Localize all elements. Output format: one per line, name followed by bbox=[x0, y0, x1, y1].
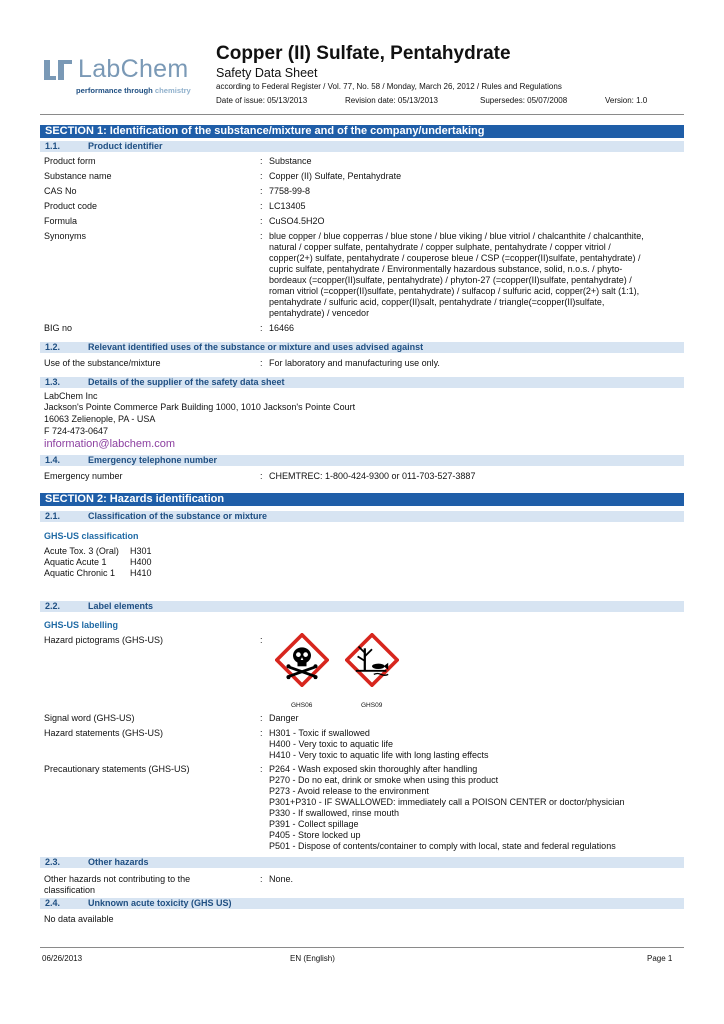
precautionary-statement: P330 - If swallowed, rinse mouth bbox=[269, 808, 400, 818]
labchem-logo bbox=[42, 56, 214, 100]
supplier-name: LabChem Inc bbox=[44, 391, 98, 401]
synonyms-line: pentahydrate) / vencedor bbox=[269, 308, 370, 318]
classification-code: H400 bbox=[130, 557, 152, 567]
footer-page-number: Page 1 bbox=[647, 954, 673, 963]
synonyms-line: cupric sulfate, pentahydrate / Environmentally hazardous substance, solid, n.o.s. / phyto- bbox=[269, 264, 623, 274]
hazard-statement: H301 - Toxic if swallowed bbox=[269, 728, 370, 738]
supersedes: Supersedes: 05/07/2008 bbox=[480, 96, 568, 105]
supplier-address: Jackson's Pointe Commerce Park Building 1000, 1010 Jackson's Pointe Court bbox=[44, 402, 356, 412]
footer-language: EN (English) bbox=[290, 954, 335, 963]
hazard-statement: H410 - Very toxic to aquatic life with long lasting effects bbox=[269, 750, 489, 760]
supplier-fax: F 724-473-0647 bbox=[44, 426, 109, 436]
colon: : bbox=[260, 471, 263, 481]
classification-name: Aquatic Chronic 1 bbox=[44, 568, 116, 578]
colon: : bbox=[260, 728, 263, 738]
synonyms-label: Synonyms bbox=[44, 231, 87, 241]
classification-name: Aquatic Acute 1 bbox=[44, 557, 107, 567]
pictogram-code: GHS09 bbox=[361, 702, 383, 709]
date-of-issue: Date of issue: 05/13/2013 bbox=[216, 96, 308, 105]
section-2-header: SECTION 2: Hazards identification bbox=[40, 493, 684, 506]
product-title: Copper (II) Sulfate, Pentahydrate bbox=[216, 43, 511, 64]
synonyms-line: natural / copper sulfate, pentahydrate / copper sulphate, pentahydrate / copper vitriol / bbox=[269, 242, 611, 252]
ghs-labelling-heading: GHS-US labelling bbox=[44, 620, 119, 630]
synonyms-line: pentahydrate / sulfuric acid, copper(II)salt, pentahydrate / triangle(=copper(II)sulfate, bbox=[269, 297, 605, 307]
labchem-logo-mark-icon bbox=[42, 58, 74, 82]
product-code-value: LC13405 bbox=[269, 201, 306, 211]
precautionary-statement: P501 - Dispose of contents/container to comply with local, state and federal regulations bbox=[269, 841, 616, 851]
product-form-label: Product form bbox=[44, 156, 96, 166]
colon: : bbox=[260, 323, 263, 333]
colon: : bbox=[260, 764, 263, 774]
supplier-city: 16063 Zelienople, PA - USA bbox=[44, 414, 156, 424]
formula-value: CuSO4.5H2O bbox=[269, 216, 325, 226]
hazard-statements-list bbox=[269, 728, 488, 761]
revision-date: Revision date: 05/13/2013 bbox=[345, 96, 438, 105]
skull-crossbones-icon bbox=[275, 633, 329, 687]
logo-wordmark: LabChem bbox=[78, 55, 189, 83]
colon: : bbox=[260, 874, 263, 884]
pictograms-label: Hazard pictograms (GHS-US) bbox=[44, 635, 164, 645]
colon: : bbox=[260, 186, 263, 196]
footer-date: 06/26/2013 bbox=[42, 954, 83, 963]
colon: : bbox=[260, 216, 263, 226]
environment-icon bbox=[345, 633, 399, 687]
colon: : bbox=[260, 201, 263, 211]
regulation-reference: according to Federal Register / Vol. 77, No. 58 / Monday, March 26, 2012 / Rules and Regulations bbox=[216, 82, 562, 91]
big-no-label: BIG no bbox=[44, 323, 73, 333]
subsection-1-1: 1.1. Product identifier bbox=[40, 141, 684, 152]
colon: : bbox=[260, 156, 263, 166]
footer-divider bbox=[40, 947, 684, 948]
product-form-value: Substance bbox=[269, 156, 312, 166]
emergency-label: Emergency number bbox=[44, 471, 123, 481]
subsection-2-4: 2.4. Unknown acute toxicity (GHS US) bbox=[40, 898, 684, 909]
classification-name: Acute Tox. 3 (Oral) bbox=[44, 546, 119, 556]
big-no-value: 16466 bbox=[269, 323, 295, 333]
no-data-text: No data available bbox=[44, 914, 114, 924]
version: Version: 1.0 bbox=[605, 96, 648, 105]
cas-value: 7758-99-8 bbox=[269, 186, 311, 196]
formula-label: Formula bbox=[44, 216, 78, 226]
synonyms-line: bordeaux (=copper(II)sulfate, pentahydrate) / phyton-27 (=copper(II)sulfate, pentahydrate) / bbox=[269, 275, 632, 285]
document-subtitle: Safety Data Sheet bbox=[216, 66, 318, 80]
signal-word-label: Signal word (GHS-US) bbox=[44, 713, 135, 723]
synonyms-line: roman vitriol (=copper(II)sulfate, pentahydrate) / sulfacop / sulfuric acid, copper(2+) salt (1:1), bbox=[269, 286, 640, 296]
precautionary-statement: P264 - Wash exposed skin thoroughly after handling bbox=[269, 764, 478, 774]
synonyms-line: blue copper / blue copperras / blue stone / blue viking / blue vitriol / chalcanthite / chalcanthite, bbox=[269, 231, 644, 241]
precautionary-statements-label: Precautionary statements (GHS-US) bbox=[44, 764, 190, 774]
synonyms-list bbox=[269, 231, 644, 319]
precautionary-statement: P391 - Collect spillage bbox=[269, 819, 359, 829]
colon: : bbox=[260, 231, 263, 241]
colon: : bbox=[260, 171, 263, 181]
synonyms-line: copper(2+) sulfate, pentahydrate / couperose bleue / CSP (=copper(II)sulfate, pentahydrate) / bbox=[269, 253, 641, 263]
subsection-2-2: 2.2. Label elements bbox=[40, 601, 684, 612]
other-hazards-label: Other hazards not contributing to the classification bbox=[44, 874, 191, 895]
logo-tagline: performance through chemistry bbox=[76, 86, 191, 95]
use-value: For laboratory and manufacturing use only. bbox=[269, 358, 440, 368]
substance-name-label: Substance name bbox=[44, 171, 112, 181]
classification-code: H301 bbox=[130, 546, 152, 556]
colon: : bbox=[260, 358, 263, 368]
precautionary-statement: P405 - Store locked up bbox=[269, 830, 361, 840]
emergency-value: CHEMTREC: 1-800-424-9300 or 011-703-527-3887 bbox=[269, 471, 476, 481]
header-divider bbox=[40, 114, 684, 115]
pictogram-code: GHS06 bbox=[291, 702, 313, 709]
cas-label: CAS No bbox=[44, 186, 77, 196]
other-hazards-value: None. bbox=[269, 874, 294, 884]
hazard-statement: H400 - Very toxic to aquatic life bbox=[269, 739, 394, 749]
subsection-2-1: 2.1. Classification of the substance or mixture bbox=[40, 511, 684, 522]
colon: : bbox=[260, 635, 263, 645]
supplier-email-link[interactable]: information@labchem.com bbox=[44, 438, 175, 450]
classification-code: H410 bbox=[130, 568, 152, 578]
hazard-statements-label: Hazard statements (GHS-US) bbox=[44, 728, 164, 738]
subsection-2-3: 2.3. Other hazards bbox=[40, 857, 684, 868]
section-1-header: SECTION 1: Identification of the substance/mixture and of the company/undertaking bbox=[40, 125, 684, 138]
substance-name-value: Copper (II) Sulfate, Pentahydrate bbox=[269, 171, 402, 181]
signal-word-value: Danger bbox=[269, 713, 299, 723]
subsection-1-3: 1.3. Details of the supplier of the safety data sheet bbox=[40, 377, 684, 388]
product-code-label: Product code bbox=[44, 201, 98, 211]
precautionary-statement: P273 - Avoid release to the environment bbox=[269, 786, 429, 796]
precautionary-statement: P301+P310 - IF SWALLOWED: immediately call a POISON CENTER or doctor/physician bbox=[269, 797, 625, 807]
use-label: Use of the substance/mixture bbox=[44, 358, 161, 368]
ghs-classification-heading: GHS-US classification bbox=[44, 531, 139, 541]
precautionary-statement: P270 - Do no eat, drink or smoke when using this product bbox=[269, 775, 499, 785]
precautionary-statements-list bbox=[269, 764, 625, 852]
subsection-1-2: 1.2. Relevant identified uses of the substance or mixture and uses advised against bbox=[40, 342, 684, 353]
colon: : bbox=[260, 713, 263, 723]
subsection-1-4: 1.4. Emergency telephone number bbox=[40, 455, 684, 466]
